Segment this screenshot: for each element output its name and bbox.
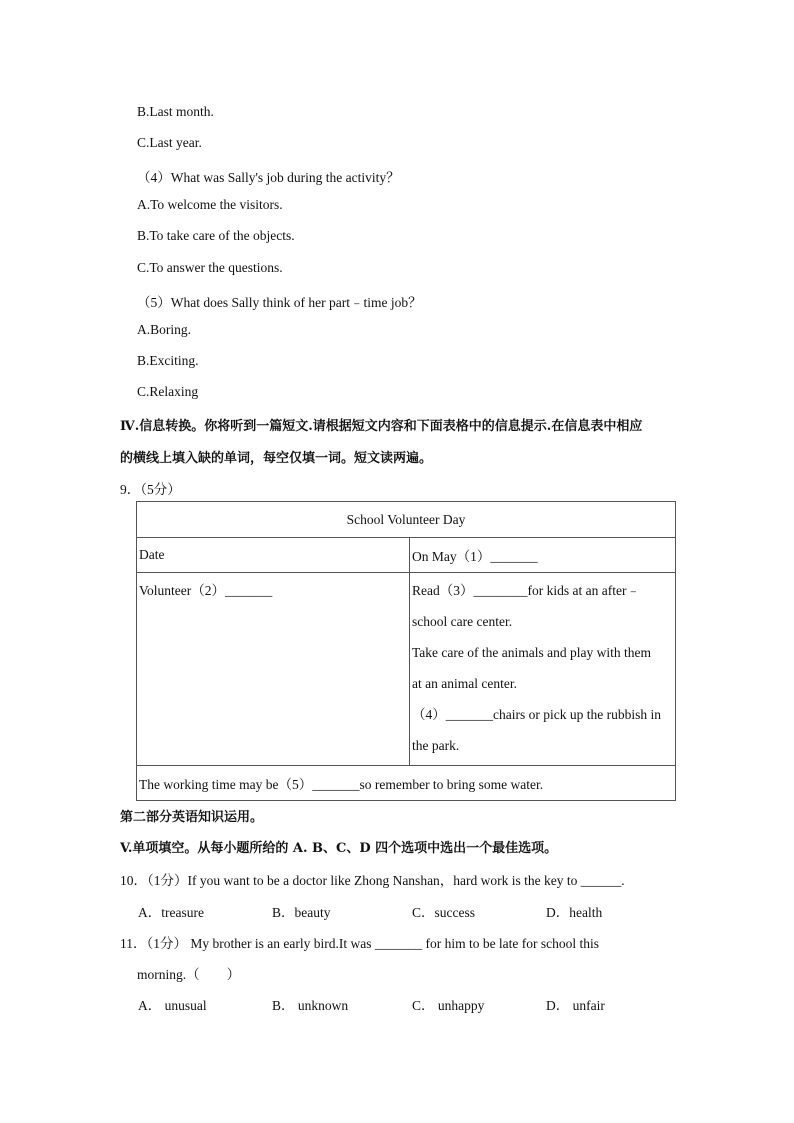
question-10-option-a: A．treasure	[138, 905, 204, 920]
section-4-heading-line-2: 的横线上填入缺的单词，每空仅填一词。短文读两遍。	[120, 451, 433, 466]
question-8-4-option-b: B.To take care of the objects.	[137, 228, 295, 243]
option-b-last-month: B.Last month.	[137, 104, 214, 119]
question-10-option-d: D．health	[546, 905, 603, 920]
section-4-heading-line-1: Ⅳ.信息转换。你将听到一篇短文.请根据短文内容和下面表格中的信息提示.在信息表中相应	[120, 419, 643, 434]
table-volunteer-label: Volunteer（2）_______	[139, 583, 273, 598]
table-title: School Volunteer Day	[137, 502, 676, 538]
question-11-option-c: C． unhappy	[412, 998, 485, 1013]
section-5-heading: V.单项填空。从每小题所给的 A. B、C、D 四个选项中选出一个最佳选项。	[120, 841, 558, 856]
activity-2-line-1: Take care of the animals and play with them	[412, 645, 651, 660]
question-10-stem: 10．（1分）If you want to be a doctor like Zhong Nanshan，hard work is the key to ______.	[120, 873, 625, 888]
activity-3-line-1: （4）_______chairs or pick up the rubbish in	[412, 707, 661, 722]
activity-1-line-1: Read（3）________for kids at an after﹣	[412, 583, 640, 598]
question-9-label: 9．（5分）	[120, 482, 181, 497]
question-11-option-d: D． unfair	[546, 998, 605, 1013]
question-11-option-b: B． unknown	[272, 998, 349, 1013]
question-11-stem-line-1: 11．（1分） My brother is an early bird.It was _______ for him to be late for school this	[120, 936, 600, 951]
question-8-4-option-a: A.To welcome the visitors.	[137, 197, 283, 212]
question-8-4: （4）What was Sally's job during the activity？	[137, 170, 400, 185]
activity-2-line-2: at an animal center.	[412, 676, 517, 691]
question-11-stem-line-2: morning.（ ）	[137, 967, 241, 982]
table-date-label: Date	[137, 538, 410, 573]
question-8-4-option-c: C.To answer the questions.	[137, 260, 283, 275]
option-c-last-year: C.Last year.	[137, 135, 202, 150]
question-8-5: （5）What does Sally think of her part﹣time job？	[137, 295, 422, 310]
table-footer: The working time may be（5）_______so remember to bring some water.	[137, 766, 676, 801]
question-8-5-option-b: B.Exciting.	[137, 353, 199, 368]
table-date-value: On May（1）_______	[410, 538, 676, 573]
part-2-heading: 第二部分英语知识运用。	[120, 810, 264, 825]
question-11-option-a: A． unusual	[138, 998, 207, 1013]
question-8-5-option-c: C.Relaxing	[137, 384, 199, 399]
info-table	[136, 501, 676, 801]
table-activities	[410, 573, 676, 766]
question-8-5-option-a: A.Boring.	[137, 322, 191, 337]
question-10-option-c: C．success	[412, 905, 475, 920]
activity-3-line-2: the park.	[412, 738, 460, 753]
question-10-option-b: B．beauty	[272, 905, 331, 920]
activity-1-line-2: school care center.	[412, 614, 513, 629]
